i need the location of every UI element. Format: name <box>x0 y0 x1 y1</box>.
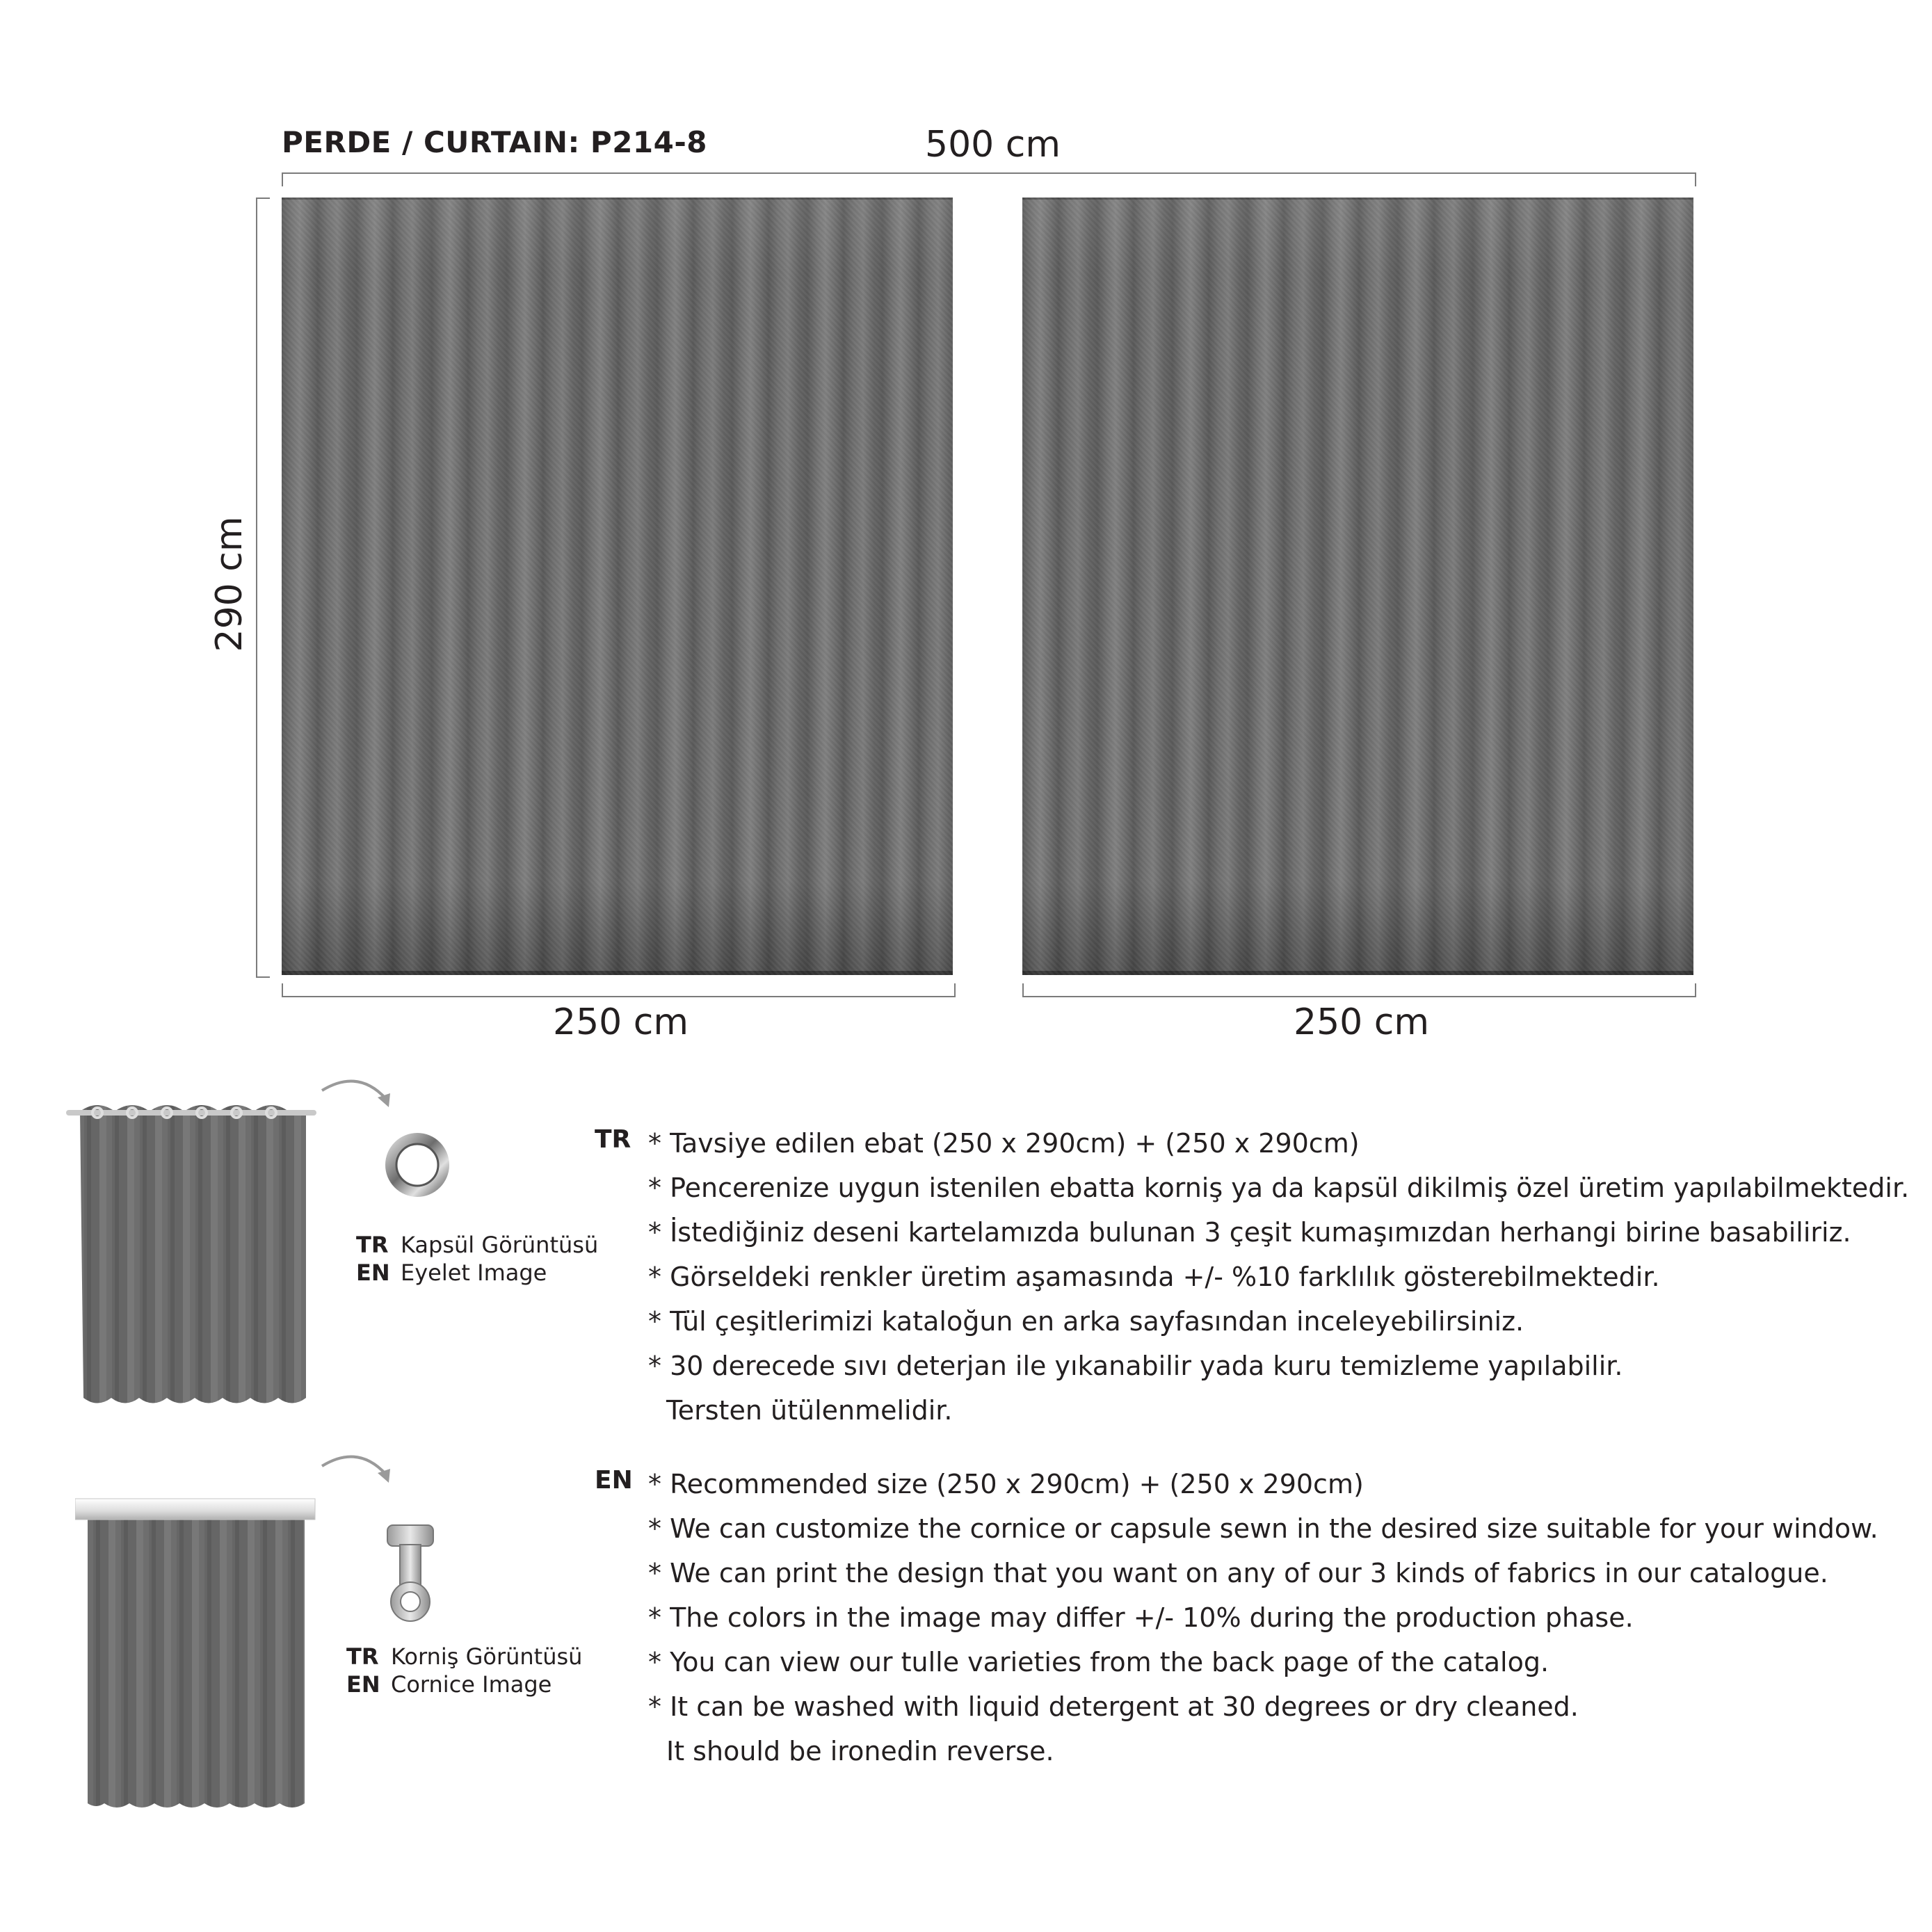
tr-bullet-continuation: Tersten ütülenmelidir. <box>666 1395 953 1426</box>
height-bracket <box>256 198 270 978</box>
arrow-icon <box>316 1447 400 1502</box>
en-bullet: * The colors in the image may differ +/- 10% during the production phase. <box>648 1602 1634 1633</box>
en-bullet: * We can print the design that you want on any of our 3 kinds of fabrics in our catalogue. <box>648 1558 1828 1588</box>
en-bullet: * It can be washed with liquid detergent at 30 degrees or dry cleaned. <box>648 1691 1579 1722</box>
left-width-label: 250 cm <box>553 1001 689 1043</box>
curtain-panel-left <box>282 198 953 975</box>
tr-bullet: * Görseldeki renkler üretim aşamasında +/- %10 farklılık gösterebilmektedir. <box>648 1262 1660 1292</box>
height-label: 290 cm <box>209 516 250 652</box>
eyelet-caption <box>356 1231 598 1287</box>
eyelet-curtain-thumbnail <box>66 1099 323 1419</box>
eyelet-ring-icon <box>379 1127 456 1203</box>
left-width-bracket <box>282 983 956 997</box>
tr-bullet: * Pencerenize uygun istenilen ebatta korniş ya da kapsül dikilmiş özel üretim yapılabilmektedir. <box>648 1173 1910 1203</box>
en-bullet: * Recommended size (250 x 290cm) + (250 x 290cm) <box>648 1469 1364 1499</box>
caption-lang-code: EN <box>356 1259 390 1286</box>
tr-bullet: * İstediğiniz deseni kartelamızda bulunan 3 çeşit kumaşımızdan herhangi birine basabiliriz. <box>648 1217 1851 1248</box>
total-width-bracket <box>282 172 1696 186</box>
tr-bullet-list <box>648 1121 1909 1433</box>
right-width-bracket <box>1022 983 1696 997</box>
en-bullet-list <box>648 1462 1878 1773</box>
cornice-glider-icon <box>379 1520 442 1631</box>
en-bullet-continuation: It should be ironedin reverse. <box>666 1736 1054 1766</box>
en-label: EN <box>595 1466 633 1495</box>
en-bullet: * We can customize the cornice or capsule sewn in the desired size suitable for your window. <box>648 1513 1878 1544</box>
tr-bullet: * Tül çeşitlerimizi kataloğun en arka sayfasından inceleyebilirsiniz. <box>648 1306 1524 1337</box>
eyelet-caption-en: Eyelet Image <box>401 1259 547 1286</box>
en-bullet: * You can view our tulle varieties from the back page of the catalog. <box>648 1647 1549 1677</box>
cornice-caption <box>346 1643 582 1698</box>
cornice-curtain-thumbnail <box>75 1492 319 1819</box>
caption-lang-code: TR <box>346 1643 379 1670</box>
caption-lang-code: TR <box>356 1232 389 1258</box>
cornice-curtain-svg <box>75 1492 319 1819</box>
product-title: PERDE / CURTAIN: P214-8 <box>282 125 708 159</box>
caption-lang-code: EN <box>346 1671 380 1698</box>
tr-bullet: * 30 derecede sıvı deterjan ile yıkanabilir yada kuru temizleme yapılabilir. <box>648 1351 1623 1381</box>
total-width-label: 500 cm <box>925 124 1061 166</box>
curtain-panel-right <box>1022 198 1693 975</box>
arrow-icon <box>316 1071 400 1127</box>
cornice-caption-en: Cornice Image <box>391 1671 552 1698</box>
eyelet-curtain-svg <box>66 1099 323 1419</box>
cornice-caption-tr: Korniş Görüntüsü <box>391 1643 583 1670</box>
tr-label: TR <box>595 1125 631 1154</box>
eyelet-caption-tr: Kapsül Görüntüsü <box>401 1232 599 1258</box>
tr-bullet: * Tavsiye edilen ebat (250 x 290cm) + (250 x 290cm) <box>648 1128 1360 1159</box>
right-width-label: 250 cm <box>1294 1001 1430 1043</box>
